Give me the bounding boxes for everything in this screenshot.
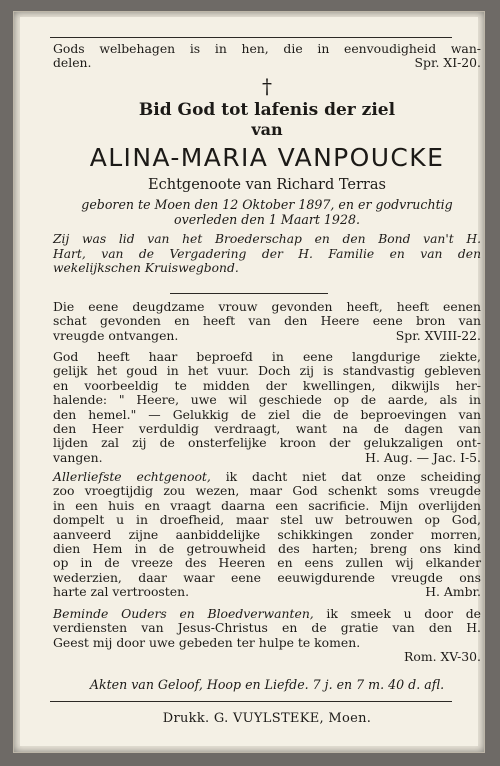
quote2-line-7: lijden zal zij de onsterfelijke kroon der gelukzaligen ont- (53, 435, 481, 451)
quote2-reference: H. Aug. — Jac. I-5. (365, 449, 481, 465)
epigraph-line-2 (53, 56, 481, 70)
quote-illness (53, 350, 481, 465)
quote2-line-8 (53, 451, 481, 465)
epigraph-line-1: Gods welbehagen is in hen, die in eenvoudigheid wan- (53, 41, 481, 56)
quote4-reference: Rom. XV-30. (404, 649, 481, 665)
quote2-line-3: en voorbeeldig te midden der kwellingen, dikwijls her- (53, 377, 481, 393)
quote2-line-8-text: vangen. (53, 449, 103, 465)
quote1-line-3-text: vreugde ontvangen. (53, 327, 179, 343)
quote3-reference: H. Ambr. (425, 584, 481, 600)
memorial-card (14, 12, 484, 752)
quote2-line-6: den Heer verduldig verdraagt, want na de dagen van (53, 421, 481, 437)
birth-death-line-1: geboren te Moen den 12 Oktober 1897, en er godvruchtig (81, 197, 453, 212)
cross-icon: † (262, 74, 272, 98)
prayer-van: van (251, 120, 283, 139)
quote2-line-5: den hemel." — Gelukkig de ziel die de beproevingen van (53, 406, 481, 422)
quote1-reference: Spr. XVIII-22. (395, 327, 481, 343)
quote3-line-8: wederzien, daar waar eene eeuwigdurende vreugde ons (53, 569, 481, 585)
quote3-line-6: dien Hem in de getrouwheid des harten; breng ons kind (53, 541, 481, 557)
epigraph-line-2-text: delen. (53, 55, 92, 71)
quote4-line-2: verdiensten van Jesus-Christus en de gratie van den H. (53, 620, 481, 636)
membership (53, 232, 481, 276)
quote3-line-9-text: harte zal vertroosten. (53, 584, 190, 600)
quote3-line-1-text: ik dacht niet dat onze scheiding (210, 469, 481, 484)
indulgence-line: Akten van Geloof, Hoop en Liefde. 7 j. en 7 m. 40 d. afl. (89, 677, 445, 692)
quote3-line-9 (53, 585, 481, 599)
printer-imprint: Drukk. G. VUYLSTEKE, Moen. (162, 711, 372, 726)
spouse-line: Echtgenoote van Richard Terras (148, 177, 386, 193)
membership-line-1: Zij was lid van het Broederschap en den Bond van't H. (53, 232, 481, 246)
quote2-line-4: halende: " Heere, uwe wil geschiede op de aarde, als in (53, 392, 481, 408)
quote3-line-1 (53, 470, 481, 484)
deceased-name: ALINA-MARIA VANPOUCKE (89, 143, 445, 172)
quote-parents (53, 607, 481, 665)
membership-line-2: Hart, van de Vergadering der H. Familie en van den (53, 246, 481, 261)
top-rule (50, 37, 452, 38)
bottom-rule (50, 701, 452, 702)
quote-proverbs (53, 300, 481, 343)
quote3-line-7: op in de vreeze des Heeren en eens zullen wij elkander (53, 555, 481, 571)
quote-spouse (53, 470, 481, 600)
quote1-line-1: Die eene deugdzame vrouw gevonden heeft, heeft eenen (53, 299, 481, 314)
quote3-line-3: in een huis en vraagt daarna een sacrificie. Mijn overlijden (53, 497, 481, 513)
quote3-line-2: zoo vroegtijdig zou wezen, maar God schenkt soms vreugde (53, 483, 481, 499)
quote2-line-1: God heeft haar beproefd in eene langdurige ziekte, (53, 349, 481, 364)
quote4-line-1 (53, 607, 481, 621)
epigraph-reference: Spr. XI-20. (414, 55, 481, 71)
quote3-lead: Allerliefste echtgenoot, (53, 469, 211, 484)
quote3-line-4: dompelt u in droefheid, maar stel uw betrouwen op God, (53, 512, 481, 528)
quote4-lead: Beminde Ouders en Bloedverwanten, (53, 606, 314, 621)
quote4-line-3: Geest mij door uwe gebeden ter hulpe te komen. (53, 634, 361, 650)
prayer-heading: Bid God tot lafenis der ziel (138, 100, 396, 120)
membership-line-3: wekelijkschen Kruiswegbond. (53, 261, 239, 276)
divider-rule (170, 293, 328, 294)
quote1-line-3 (53, 329, 481, 343)
quote2-line-2: gelijk het goud in het vuur. Doch zij is standvastig gebleven (53, 363, 481, 379)
quote1-line-2: schat gevonden en heeft van den Heere eene bron van (53, 313, 481, 329)
card-paper (20, 17, 481, 746)
epigraph (53, 42, 481, 71)
quote3-line-5: aanveerd zijne aanbiddelijke schikkingen zonder morren, (53, 526, 481, 542)
quote4-line-1-text: ik smeek u door de (313, 606, 481, 621)
birth-death-line-2: overleden den 1 Maart 1928. (174, 212, 360, 227)
